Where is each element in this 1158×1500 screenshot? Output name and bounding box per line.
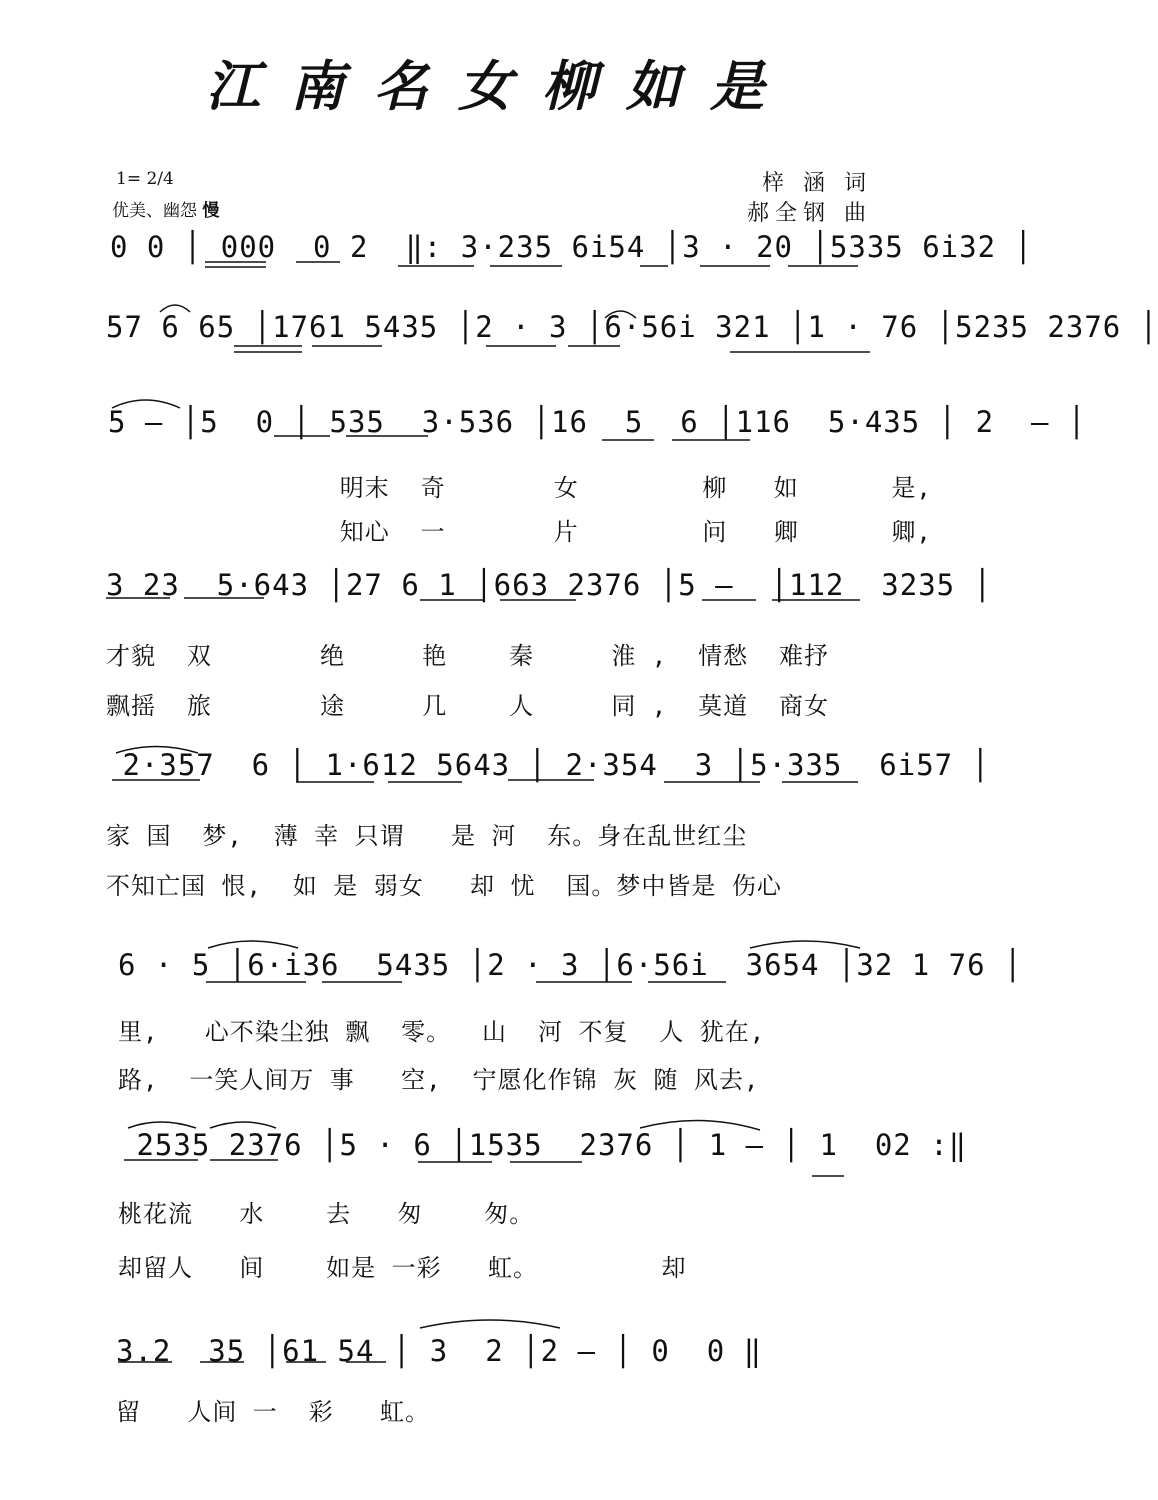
lyric-line-1: 留 人间 一 彩 虹。 (116, 1398, 431, 1426)
lyric-line-1: 家 国 梦, 薄 幸 只谓 是 河 东。身在乱世红尘 (106, 822, 748, 850)
tempo-line (112, 200, 219, 222)
notation-line: 0 0 │ 000 0 2 ‖: 3·235 6i54 │3 · 20 │5335 6i32 │ (110, 230, 1033, 264)
lyric-line-2: 不知亡国 恨, 如 是 弱女 却 忧 国。梦中皆是 伤心 (106, 872, 782, 900)
lyric-line-2: 却留人 间 如是 一彩 虹。 却 (118, 1254, 687, 1282)
lyricist-credit: 梓 涵 词 (762, 171, 872, 196)
lyric-line-2: 飘摇 旅 途 几 人 同 , 莫道 商女 (106, 692, 830, 720)
tempo-text: 优美、幽怨 (112, 201, 197, 221)
notation-line: 3.2 35 │61 54 │ 3 2 │2 — │ 0 0 ‖ (116, 1334, 763, 1368)
key-signature: 1= 2/4 (116, 169, 174, 189)
composer-credit: 郝全钢 曲 (747, 201, 872, 226)
lyric-line-2: 知心 一 片 问 卿 卿, (108, 518, 932, 546)
song-title: 江南名女柳如是 (206, 54, 794, 118)
notation-line: 2535 2376 │5 · 6 │1535 2376 │ 1 — │ 1 02 :‖ (118, 1128, 968, 1162)
lyric-line-2: 路, 一笑人间万 事 空, 宁愿化作锦 灰 随 风去, (118, 1066, 760, 1094)
tempo-mark: 慢 (202, 201, 220, 221)
lyric-line-1: 里, 心不染尘独 飘 零。 山 河 不复 人 犹在, (118, 1018, 766, 1046)
lyric-line-1: 桃花流 水 去 匆 匆。 (118, 1200, 535, 1228)
lyric-line-1: 才貌 双 绝 艳 秦 淮 , 情愁 难抒 (106, 642, 830, 670)
lyric-line-1: 明末 奇 女 柳 如 是, (108, 474, 932, 502)
notation-line: 57 6 65 │1761 5435 │2 · 3 │6·56i 321 │1 · 76 │5235 2376 │ (106, 310, 1158, 344)
notation-line: 6 · 5 │6·i36 5435 │2 · 3 │6·56i 3654 │32 1 76 │ (118, 948, 1023, 982)
notation-line: 5 — │5 0 │ 535 3·536 │16 5 6 │116 5·435 │ 2 — │ (108, 405, 1087, 439)
notation-line: 2·357 6 │ 1·612 5643 │ 2·354 3 │5·335 6i57 │ (104, 748, 991, 782)
notation-line: 3 23 5·643 │27 6 1 │663 2376 │5 — │112 3235 │ (106, 568, 993, 602)
